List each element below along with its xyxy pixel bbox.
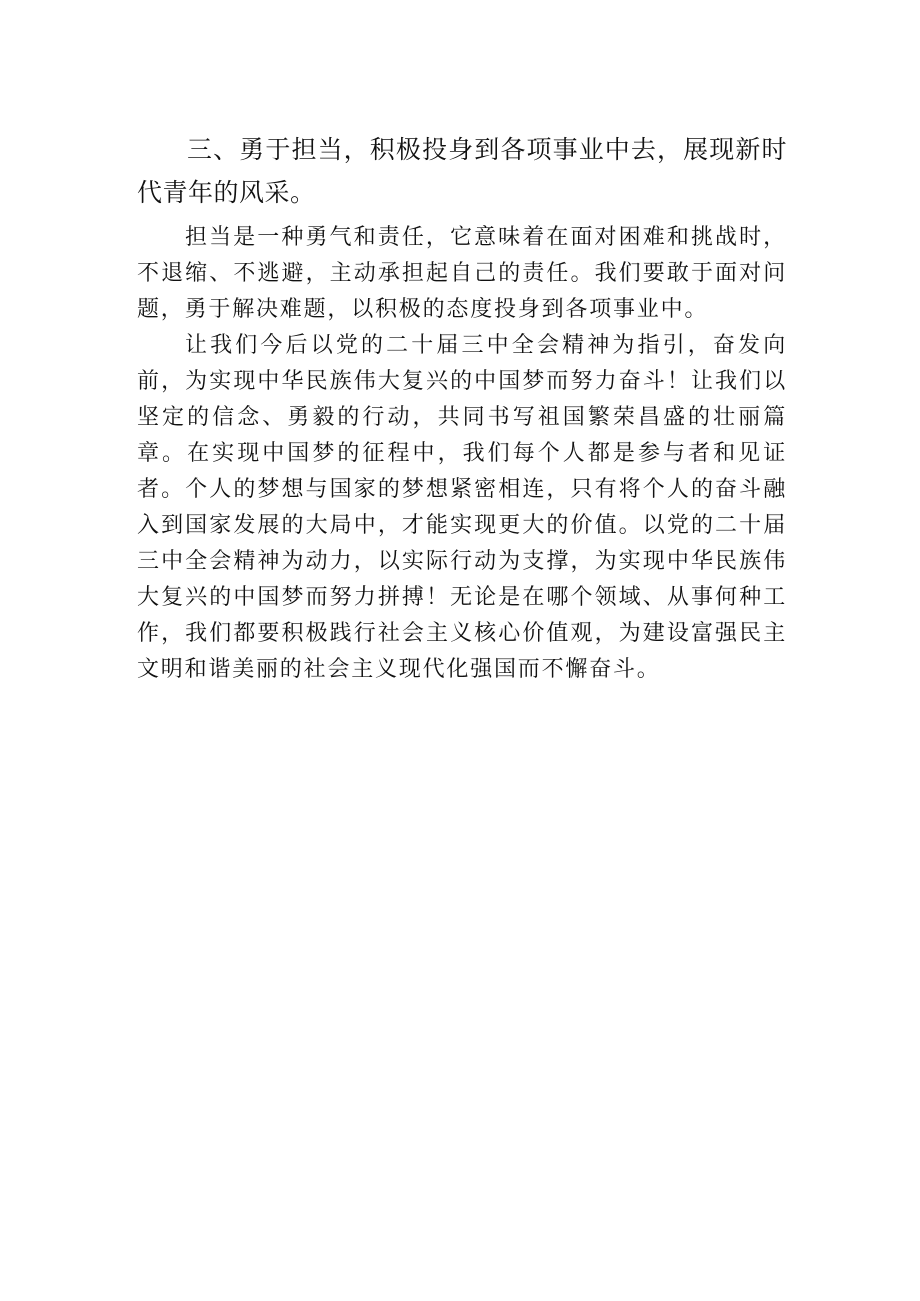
- document-body: [137, 128, 787, 688]
- paragraph-responsibility: 担当是一种勇气和责任，它意味着在面对困难和挑战时，不退缩、不逃避，主动承担起自己的责任。我们要敢于面对问题，勇于解决难题，以积极的态度投身到各项事业中。: [137, 225, 787, 322]
- paragraph-chinese-dream: 让我们今后以党的二十届三中全会精神为指引，奋发向前，为实现中华民族伟大复兴的中国梦而努力奋斗！让我们以坚定的信念、勇毅的行动，共同书写祖国繁荣昌盛的壮丽篇章。在实现中国梦的征程中，我们每个人都是参与者和见证者。个人的梦想与国家的梦想紧密相连，只有将个人的奋斗融入到国家发展的大局中，才能实现更大的价值。以党的二十届三中全会精神为动力，以实际行动为支撑，为实现中华民族伟大复兴的中国梦而努力拼搏！无论是在哪个领域、从事何种工作，我们都要积极践行社会主义核心价值观，为建设富强民主文明和谐美丽的社会主义现代化强国而不懈奋斗。: [137, 333, 787, 682]
- section-heading: 三、勇于担当，积极投身到各项事业中去，展现新时代青年的风采。: [137, 135, 787, 207]
